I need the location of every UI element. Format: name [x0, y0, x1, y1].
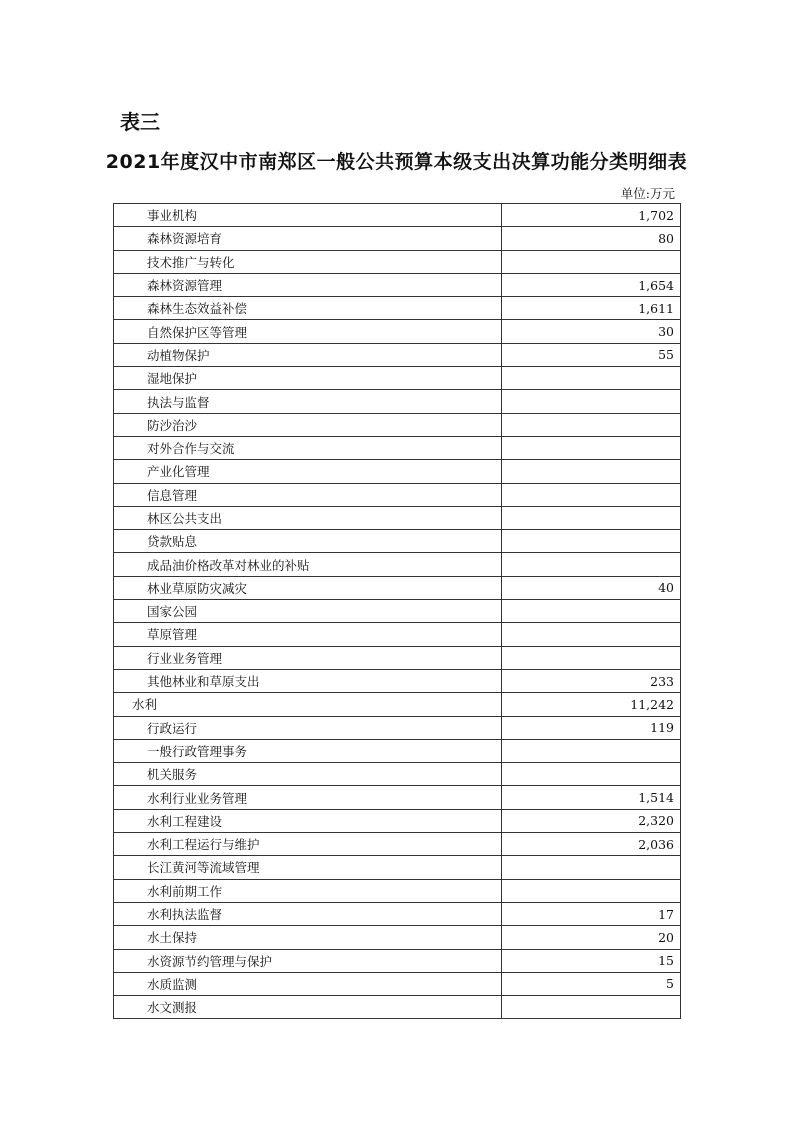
row-item-value: 40 — [502, 576, 681, 599]
row-item-value — [502, 483, 681, 506]
table-row — [114, 530, 681, 553]
row-item-value — [502, 436, 681, 459]
row-item-value: 5 — [502, 972, 681, 995]
unit-label: 单位:万元 — [620, 186, 675, 201]
row-item-name: 草原管理 — [114, 623, 502, 646]
table-row — [114, 693, 681, 716]
row-item-value: 1,611 — [502, 297, 681, 320]
table-row — [114, 506, 681, 529]
row-item-value — [502, 390, 681, 413]
table-row — [114, 856, 681, 879]
table-row — [114, 600, 681, 623]
row-item-name: 防沙治沙 — [114, 413, 502, 436]
row-item-name: 水利前期工作 — [114, 879, 502, 902]
table-row — [114, 460, 681, 483]
table-row — [114, 949, 681, 972]
row-item-name: 水文测报 — [114, 996, 502, 1019]
row-item-value — [502, 763, 681, 786]
row-item-value: 233 — [502, 669, 681, 692]
table-row — [114, 576, 681, 599]
row-item-name: 森林资源培育 — [114, 227, 502, 250]
row-item-value: 1,654 — [502, 273, 681, 296]
row-item-value: 30 — [502, 320, 681, 343]
table-row — [114, 739, 681, 762]
row-item-name: 自然保护区等管理 — [114, 320, 502, 343]
row-item-name: 对外合作与交流 — [114, 436, 502, 459]
table-label: 表三 — [120, 110, 160, 134]
table-row — [114, 343, 681, 366]
row-item-name: 水资源节约管理与保护 — [114, 949, 502, 972]
row-item-value — [502, 530, 681, 553]
row-item-value: 80 — [502, 227, 681, 250]
table-row — [114, 623, 681, 646]
row-item-name: 湿地保护 — [114, 367, 502, 390]
row-item-name: 水利工程建设 — [114, 809, 502, 832]
row-item-value — [502, 250, 681, 273]
table-row — [114, 367, 681, 390]
row-item-name: 事业机构 — [114, 204, 502, 227]
table-row — [114, 483, 681, 506]
row-item-name: 其他林业和草原支出 — [114, 669, 502, 692]
row-item-name: 技术推广与转化 — [114, 250, 502, 273]
row-item-name: 森林资源管理 — [114, 273, 502, 296]
row-item-name: 机关服务 — [114, 763, 502, 786]
table-row — [114, 716, 681, 739]
row-item-value — [502, 623, 681, 646]
row-item-name: 行业业务管理 — [114, 646, 502, 669]
table-row — [114, 227, 681, 250]
page-title: 2021年度汉中市南郑区一般公共预算本级支出决算功能分类明细表 — [105, 151, 688, 173]
table-row — [114, 297, 681, 320]
row-item-value: 1,702 — [502, 204, 681, 227]
row-item-value — [502, 460, 681, 483]
row-item-name: 水利 — [114, 693, 502, 716]
expenditure-table — [113, 203, 681, 1019]
row-item-value: 2,320 — [502, 809, 681, 832]
row-item-name: 国家公园 — [114, 600, 502, 623]
table-row — [114, 833, 681, 856]
row-item-name: 信息管理 — [114, 483, 502, 506]
table-row — [114, 879, 681, 902]
row-item-value: 119 — [502, 716, 681, 739]
table-row — [114, 809, 681, 832]
table-row — [114, 972, 681, 995]
table-row — [114, 320, 681, 343]
row-item-name: 水质监测 — [114, 972, 502, 995]
table-body — [114, 204, 681, 1019]
table-row — [114, 902, 681, 925]
row-item-value — [502, 506, 681, 529]
row-item-name: 水土保持 — [114, 926, 502, 949]
row-item-value — [502, 646, 681, 669]
row-item-value: 17 — [502, 902, 681, 925]
row-item-name: 林业草原防灾减灾 — [114, 576, 502, 599]
row-item-name: 成品油价格改革对林业的补贴 — [114, 553, 502, 576]
table-row — [114, 390, 681, 413]
row-item-value — [502, 996, 681, 1019]
row-item-value: 1,514 — [502, 786, 681, 809]
row-item-name: 林区公共支出 — [114, 506, 502, 529]
row-item-name: 水利行业业务管理 — [114, 786, 502, 809]
row-item-value: 15 — [502, 949, 681, 972]
row-item-name: 执法与监督 — [114, 390, 502, 413]
row-item-name: 产业化管理 — [114, 460, 502, 483]
table-row — [114, 786, 681, 809]
row-item-value: 20 — [502, 926, 681, 949]
table-row — [114, 926, 681, 949]
table-row — [114, 646, 681, 669]
table-row — [114, 413, 681, 436]
row-item-value — [502, 739, 681, 762]
table-row — [114, 436, 681, 459]
row-item-value — [502, 600, 681, 623]
row-item-name: 动植物保护 — [114, 343, 502, 366]
table-row — [114, 273, 681, 296]
table-row — [114, 553, 681, 576]
table-row — [114, 763, 681, 786]
row-item-name: 一般行政管理事务 — [114, 739, 502, 762]
row-item-name: 森林生态效益补偿 — [114, 297, 502, 320]
row-item-name: 水利工程运行与维护 — [114, 833, 502, 856]
table-row — [114, 669, 681, 692]
row-item-value: 11,242 — [502, 693, 681, 716]
table-row — [114, 996, 681, 1019]
row-item-value — [502, 367, 681, 390]
row-item-value — [502, 553, 681, 576]
row-item-name: 长江黄河等流域管理 — [114, 856, 502, 879]
row-item-name: 水利执法监督 — [114, 902, 502, 925]
row-item-name: 贷款贴息 — [114, 530, 502, 553]
table-row — [114, 204, 681, 227]
row-item-name: 行政运行 — [114, 716, 502, 739]
row-item-value: 55 — [502, 343, 681, 366]
row-item-value — [502, 879, 681, 902]
row-item-value: 2,036 — [502, 833, 681, 856]
row-item-value — [502, 856, 681, 879]
row-item-value — [502, 413, 681, 436]
table-row — [114, 250, 681, 273]
